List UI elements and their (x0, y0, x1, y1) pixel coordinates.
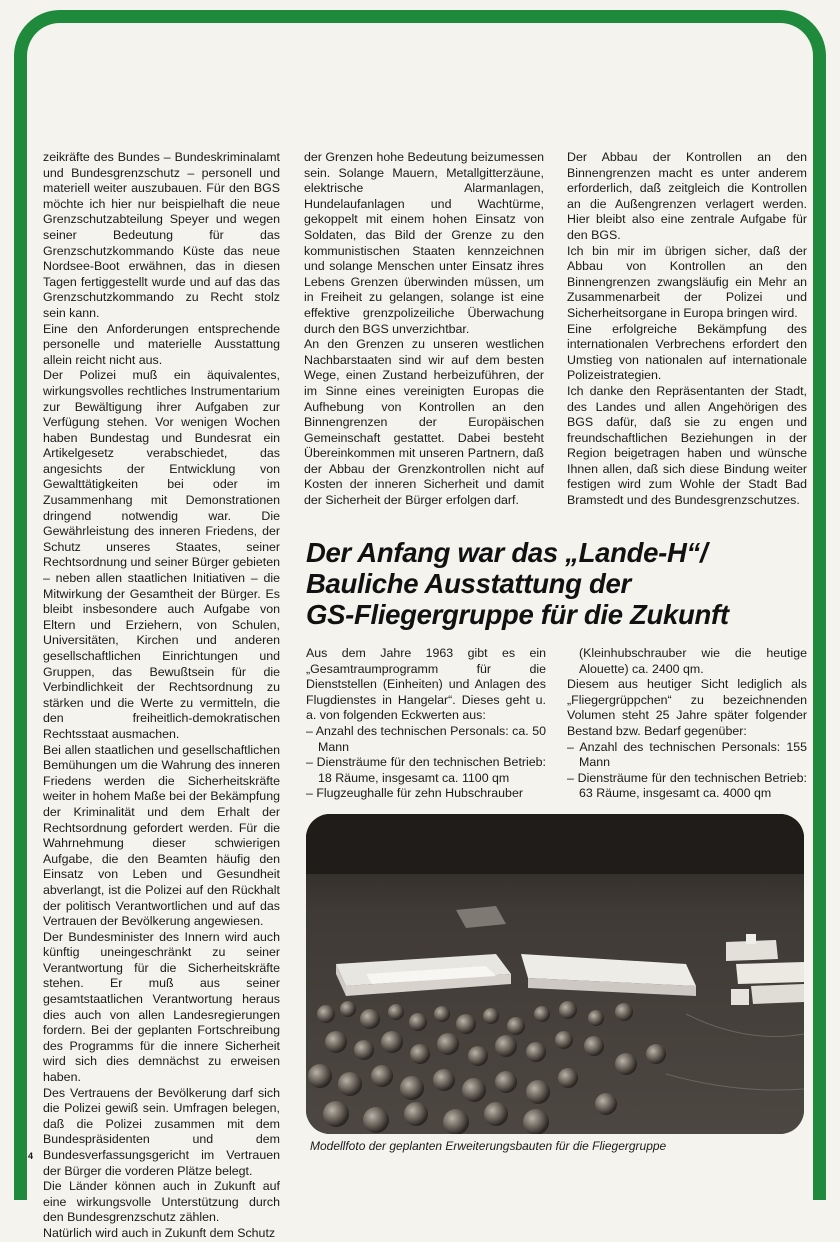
architectural-model-photo (306, 814, 804, 1134)
photo-caption: Modellfoto der geplanten Erweiterungsbauten für die Fliegergruppe (310, 1139, 667, 1153)
paragraph: Bei allen staatlichen und gesellschaftlichen Bemühungen um die Wahrung des inneren Friedens werden die Sicherheitskräfte weiter in hohem Maße bei der Bekämpfung der Kriminalität und dem Erhalt der Rechtsordnung gefordert werden. Für die Wahrnehmung dieser schwierigen Aufgabe, die den Beamten häufig den Einsatz von Leben und Gesundheit abverlangt, ist die Polizei auf den Rückhalt der politisch Verantwortlichen und auf das Vertrauen der Bevölkerung angewiesen. (43, 742, 280, 929)
list-item: – Diensträume für den technischen Betrieb: 63 Räume, insgesamt ca. 4000 qm (567, 770, 807, 801)
paragraph: An den Grenzen zu unseren westlichen Nachbarstaaten sind wir auf dem besten Wege, einen Zustand herbeizuführen, der im Sinne eines vereinigten Europas die Aufhebung von Kontrollen an den Binnengrenzen der Europäischen Gemeinschaft gestattet. Dabei besteht Übereinkommen mit unseren Partnern, daß der Abbau der Grenzkontrollen nicht auf Kosten der inneren Sicherheit und damit der Sicherheit der Bürger erfolgen darf. (304, 337, 544, 508)
paragraph: Der Abbau der Kontrollen an den Binnengrenzen macht es unter anderem erforderlich, daß zeitgleich die Kontrollen an die Außengrenzen verlagert werden. Hier bleibt also eine zentrale Aufgabe für den BGS. (567, 150, 807, 242)
paragraph: Eine erfolgreiche Bekämpfung des internationalen Verbrechens erfordert den Umstieg von nationalen auf internationale Polizeistrategien. (567, 321, 807, 383)
paragraph: Natürlich wird auch in Zukunft dem Schutz (43, 1225, 276, 1240)
section-headline (306, 537, 806, 630)
model-photo-graphic (306, 814, 804, 1134)
section-column-2 (567, 646, 807, 802)
section-column-1 (306, 646, 546, 802)
page-number: 4 (28, 1151, 34, 1161)
list-item: – Anzahl des technischen Personals: 155 Mann (567, 739, 807, 770)
paragraph: Des Vertrauens der Bevölkerung darf sich die Polizei gewiß sein. Umfragen belegen, daß die Polizei zusammen mit dem Bundespräsidenten und dem Bundesverfassungsgericht im Vertrauen der Bürger die vorderen Plätze belegt. (43, 1085, 280, 1178)
list-item: – Anzahl des technischen Personals: ca. 50 Mann (306, 723, 546, 754)
paragraph: Die Länder können auch in Zukunft auf eine wirkungsvolle Unterstützung durch den Bundesgrenzschutz zählen. (43, 1179, 280, 1225)
paragraph: Aus dem Jahre 1963 gibt es ein „Gesamtraumprogramm für die Dienststellen (Einheiten) und Anlagen des Flugdienstes in Hangelar“. Dieses geht u. a. von folgenden Eckwerten aus: (306, 646, 546, 723)
article-column-3 (567, 150, 807, 509)
paragraph: der Grenzen hohe Bedeutung beizumessen sein. Solange Mauern, Metallgitterzäune, elektrische Alarmanlagen, Hundelaufanlagen und Wachtürme, gekoppelt mit einem hohen Einsatz von Soldaten, das Bild der Grenze zu den kommunistischen Staaten kennzeichnen und solange Menschen unter Einsatz ihres Lebens Grenzen überwinden müssen, um in Freiheit zu gelangen, solange ist eine effektive grenzpolizeiliche Überwachung durch den BGS unverzichtbar. (304, 150, 544, 336)
paragraph: zeikräfte des Bundes – Bundeskriminalamt und Bundesgrenzschutz – personell und materiell weiter auszubauen. Für den BGS möchte ich hier nur beispielhaft die neue Grenzschutzabteilung Speyer und wegen seiner Bedeutung für das Grenzschutzkommando Küste das neue Nordsee-Boot erwähnen, das in diesen Tagen fertiggestellt wurde und auf das das Grenzschutzkommando zu Recht stolz sein kann. (43, 150, 280, 320)
paragraph: Diesem aus heutiger Sicht lediglich als „Fliegergrüppchen“ zu bezeichnenden Volumen steht 25 Jahre später folgender Bestand bzw. Bedarf gegenüber: (567, 677, 807, 738)
headline-line: Der Anfang war das „Lande-H“/ (306, 537, 708, 568)
headline-line: GS-Fliegergruppe für die Zukunft (306, 599, 729, 630)
list-item-continuation: (Kleinhubschrauber wie die heutige Alouette) ca. 2400 qm. (579, 646, 807, 676)
article-column-1 (43, 150, 280, 1242)
list-item: – Diensträume für den technischen Betrieb: 18 Räume, insgesamt ca. 1100 qm (306, 755, 546, 785)
article-column-2 (304, 150, 544, 509)
headline-line: Bauliche Ausstattung der (306, 568, 631, 599)
paragraph: Eine den Anforderungen entsprechende personelle und materielle Ausstattung allein reicht nicht aus. (43, 321, 280, 367)
paragraph: Ich bin mir im übrigen sicher, daß der Abbau von Kontrollen an den Binnengrenzen zwangsläufig ein Mehr an Zusammenarbeit der Polizei und Sicherheitsorgane in Europa bringen wird. (567, 243, 807, 320)
paragraph: Ich danke den Repräsentanten der Stadt, des Landes und allen Angehörigen des BGS dafür, daß sie zu engen und freundschaftlichen Beziehungen in der Region beigetragen haben und wünsche Ihnen allen, daß sich diese Bindung weiter festigen wird zum Wohle der Stadt Bad Bramstedt und des Bundesgrenzschutzes. (567, 383, 807, 508)
list-item: – Flugzeughalle für zehn Hubschrauber (306, 786, 523, 801)
paragraph: Der Bundesminister des Innern wird auch künftig uneingeschränkt zu seiner Verantwortung für die Sicherheitskräfte stehen. Er muß aus seiner gesamtstaatlichen Verantwortung heraus dies auch von allen Landesregierungen fordern. Bei der geplanten Fortschreibung des Programms für die innere Sicherheit wird sich dies demnächst zu erweisen haben. (43, 929, 280, 1085)
paragraph: Der Polizei muß ein äquivalentes, wirkungsvolles rechtliches Instrumentarium zur Bewältigung ihrer Aufgaben zur Verfügung stehen. Vor wenigen Wochen haben Bundestag und Bundesrat ein Artikelgesetz verabschiedet, das angesichts der Entwicklung von Gewalttätigkeiten bei oder im Zusammenhang mit Demonstrationen dringend notwendig war. Die Gewährleistung des inneren Friedens, der Schutz unseres Staates, seiner Rechtsordnung und seiner Bürger gebieten – neben allen staatlichen Initiativen – die Mitwirkung der Gesamtheit der Bürger. Es bleibt insbesondere auch Aufgabe von Eltern und Erziehern, von Schulen, Universitäten, Kirchen und anderen gesellschaftlichen Einrichtungen und Gruppen, das Bewußtsein für die Verbindlichkeit der Rechtsordnung zu stärken und die Werte zu vermitteln, die den freiheitlich-demokratischen Rechtsstaat ausmachen. (43, 368, 280, 741)
